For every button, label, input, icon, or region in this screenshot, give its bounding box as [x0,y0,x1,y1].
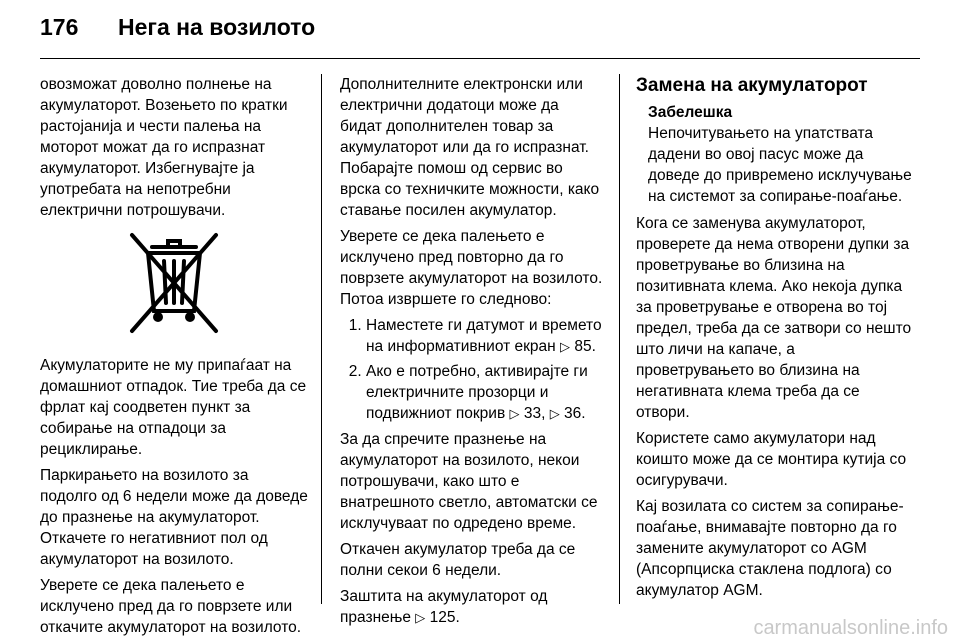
paragraph: Акумулаторите не му припаѓаат на домашниот отпадок. Тие треба да се фрлат кај соодветен пункт за собирање на отпадоци за рециклирање. [40,357,307,458]
paragraph: Откачен акумулатор треба да се полни секои 6 недели. [340,541,576,579]
list-item: 2. Ако е потребно, активирајте ги електричните прозорци и подвижниот покрив ▷ 33, ▷ 36. [366,361,605,424]
header-rule [40,58,920,59]
paragraph: Уверете се дека палењето е исклучено пред да го поврзете или откачите акумулаторот на возилото. [40,577,302,636]
column-divider [619,74,620,604]
steps-list [340,315,605,424]
section-heading: Замена на акумулаторот [636,75,868,96]
note-box [636,102,916,207]
list-item: 1. Наместете ги датумот и времето на информативниот екран ▷ 85. [366,315,605,357]
crossed-bin-icon [124,231,224,335]
page-reference[interactable]: 33, [523,405,546,422]
page-reference[interactable]: 36. [564,405,586,422]
arrow-ref-icon: ▷ [509,406,520,421]
page-title: Нега на возилото [118,14,316,40]
arrow-ref-icon: ▷ [560,339,571,354]
paragraph: Користете само акумулатори над коишто може да се монтира кутија со осигурувачи. [636,430,907,489]
page-reference[interactable]: 85. [574,338,596,355]
column-3 [636,74,916,606]
paragraph: Уверете се дека палењето е исклучено пред повторно да го поврзете акумулаторот на возилото. Потоа извршете го следново: [340,228,603,308]
arrow-ref-icon: ▷ [415,610,426,625]
paragraph: Дополнителните електронски или електрични додатоци може да бидат дополнителен товар за акумулаторот или да го испразнат. Побарајте помош од сервис во врска со техничките можности, како ставање посилен акумулатор. [340,76,600,219]
arrow-ref-icon: ▷ [549,406,560,421]
page-number: 176 [40,14,79,40]
note-text: Непочитувањето на упатствата дадени во овој пасус може да доведе до привремено исклучување на системот за сопирање-поаѓање. [648,125,912,205]
paragraph: Кај возилата со систем за сопирање-поаѓање, внимавајте повторно да го замените акумулаторот со AGM (Апсорпциска стаклена подлога) со акумулатор AGM. [636,498,904,599]
paragraph: Кога се заменува акумулаторот, проверете да нема отворени дупки за проветрување во близина на позитивната клема. Ако некоја дупка за проветрување е отворена во тој предел, треба да се затвори со нешто што личи на капаче, а проветрувањето во близина на негативната клема треба да се отвори. [636,215,912,421]
paragraph: За да спречите празнење на акумулаторот на возилото, некои потрошувачи, како што е внатрешното светло, автоматски се исклучуваат по одредено време. [340,431,598,532]
note-title: Забелешка [648,104,733,121]
page-reference[interactable]: 125. [429,609,460,626]
watermark: carmanualsonline.info [753,617,948,639]
column-2 [340,74,605,633]
paragraph: Паркирањето на возилото за подолго од 6 недели може да доведе до празнење на акумулаторот. Откачете го негативниот пол од акумулаторот на возилото. [40,467,308,568]
paragraph: овозможат доволно полнење на акумулаторот. Возењето по кратки растојанија и чести палења на моторот можат да го испразнат акумулаторот. Избегнувајте ја употребата на непотребни електрични потрошувачи. [40,76,288,219]
column-1 [40,74,308,643]
column-divider [321,74,322,604]
paragraph: Заштита на акумулаторот од празнење ▷ 125. [340,588,548,626]
page-header [40,14,920,54]
